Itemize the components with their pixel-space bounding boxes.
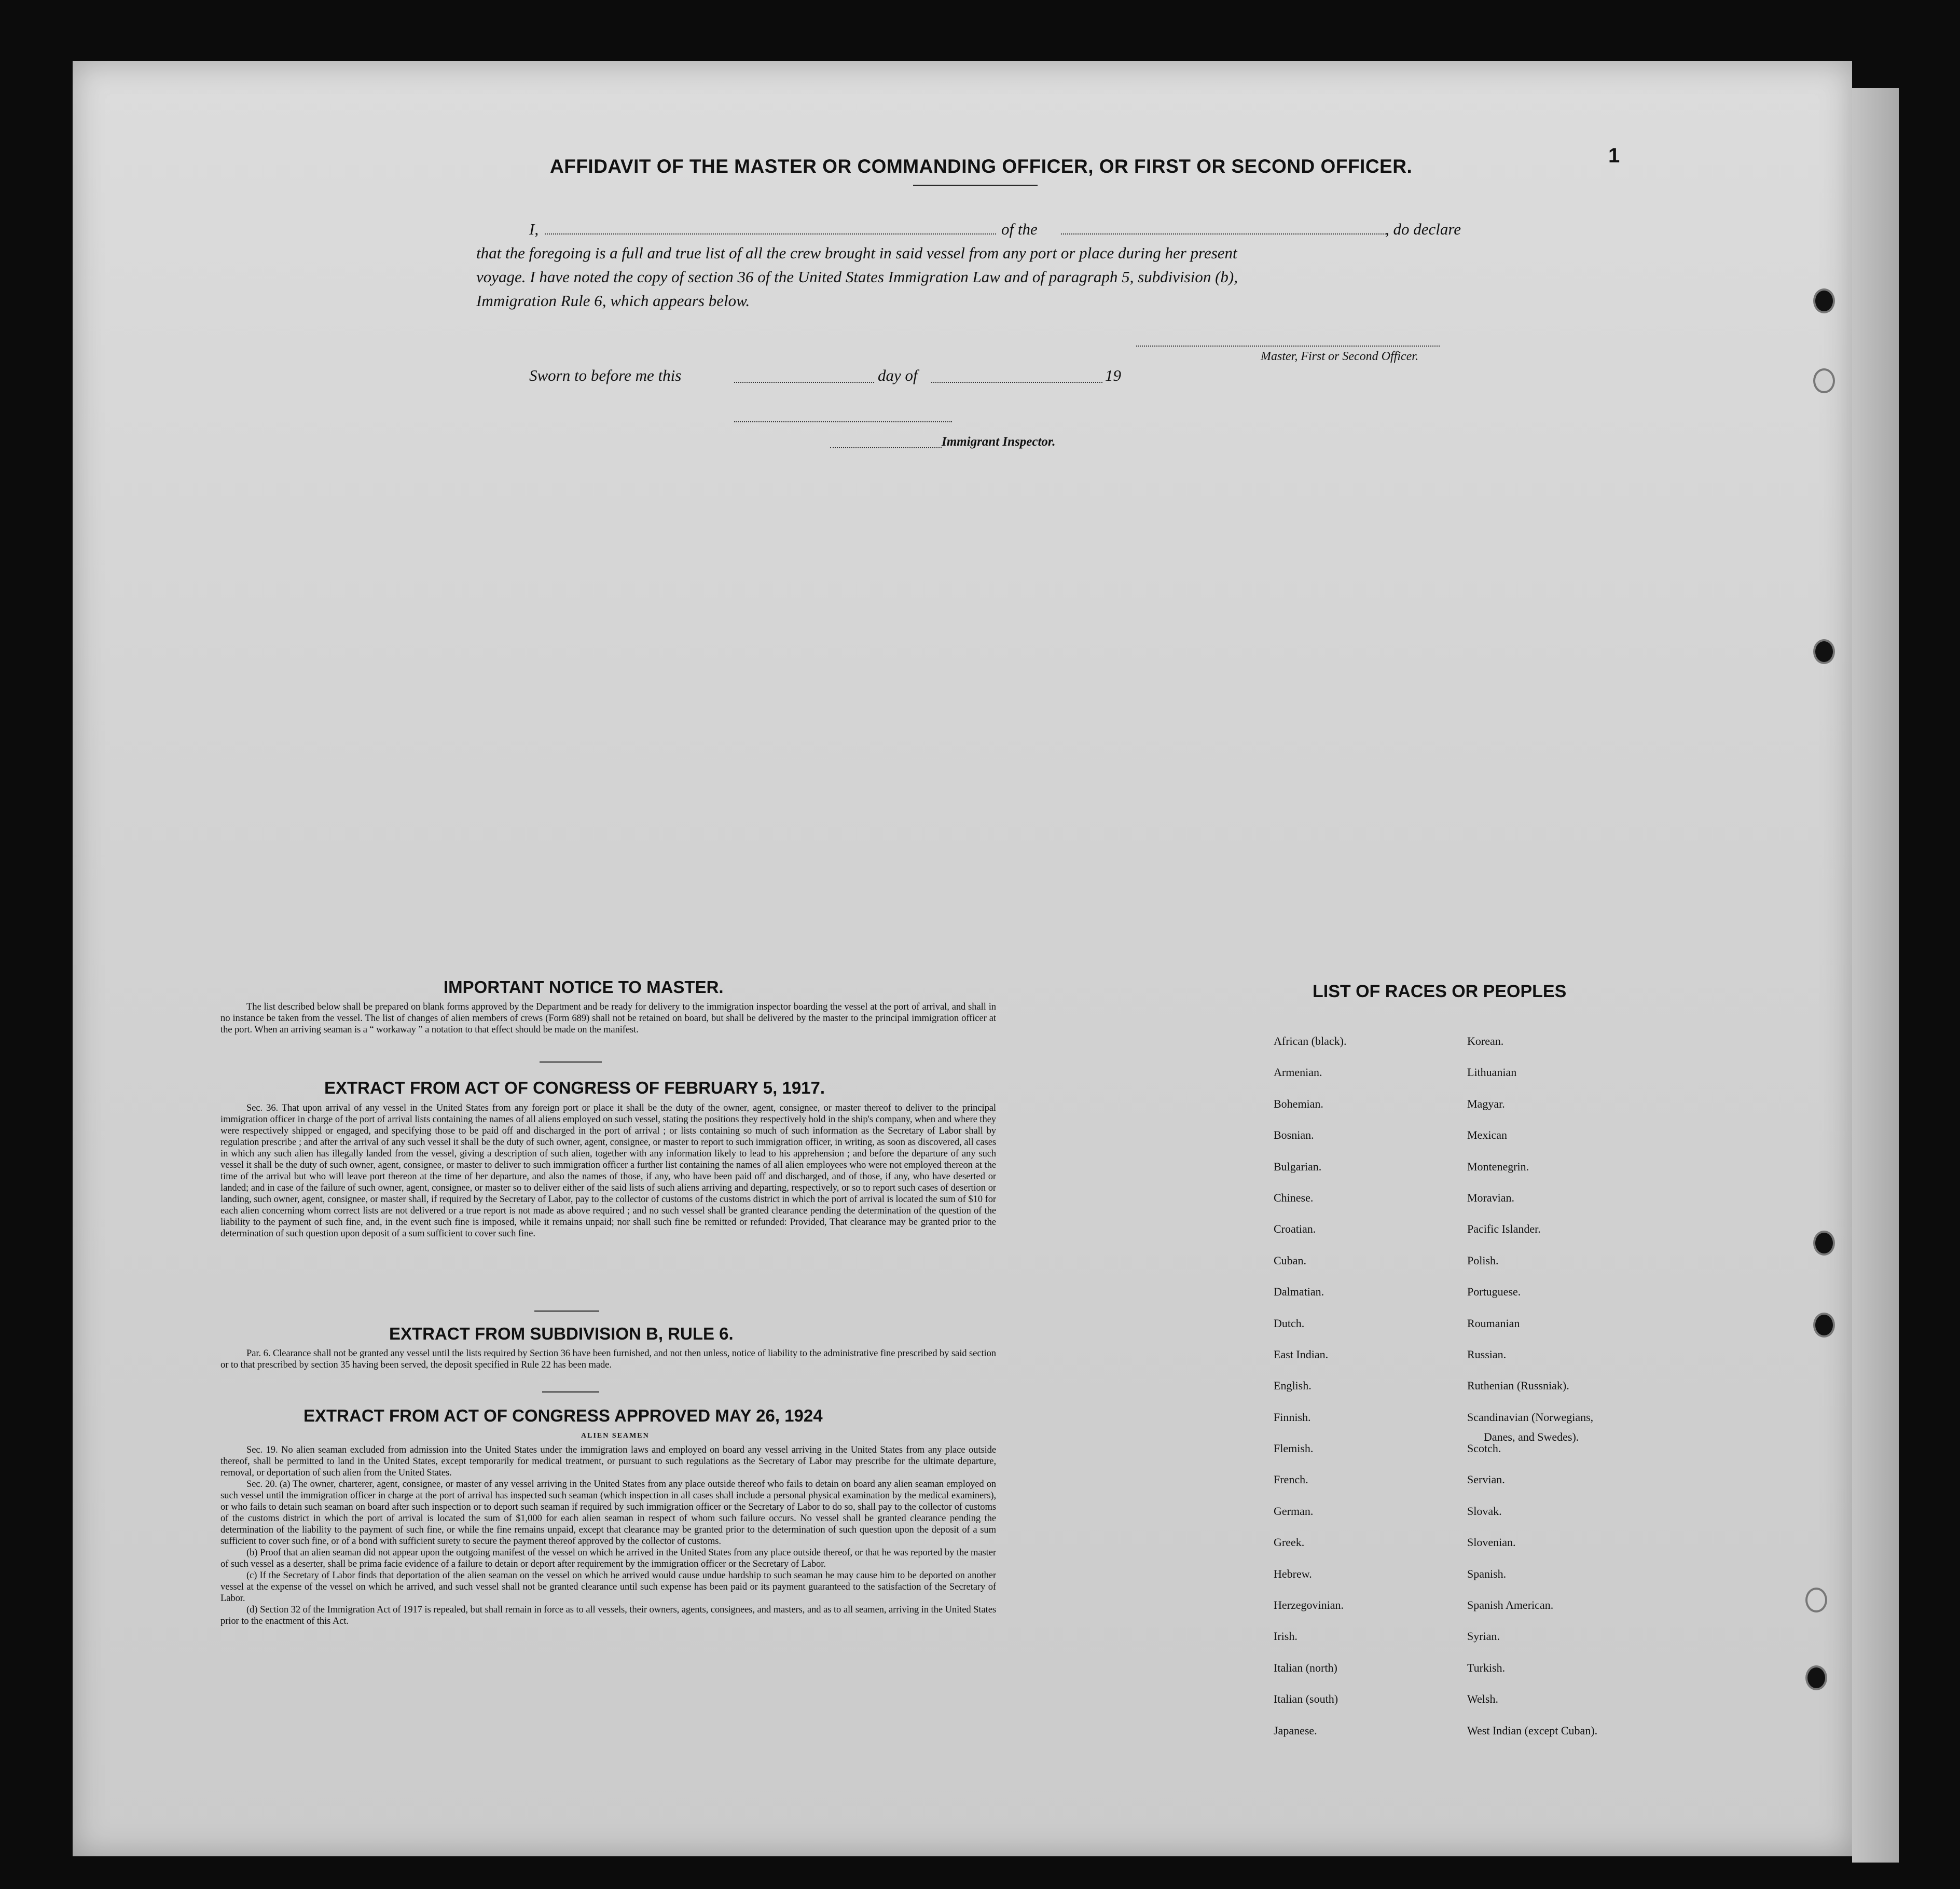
race-item: West Indian (except Cuban). xyxy=(1467,1723,1598,1737)
extract-rule6-paragraph: Par. 6. Clearance shall not be granted any vessel until the lists required by Section 36 have been furnished, and not then unless, notice of liability to the administrative fine prescribed by said section or to that prescribed by section 35 having been served, the deposit specified in Rule 22 has been made. xyxy=(220,1348,996,1370)
extract-1924-paragraph: (c) If the Secretary of Labor finds that deportation of the alien seaman on the vessel on which he arrived would cause undue hardship to such seaman he may cause him to be deported on another vessel at the expense of the vessel on which he arrived, and such vessel shall not be granted clearance until such expense has been paid or its payment guaranteed to the satisfaction of the Secretary of Labor. xyxy=(220,1570,996,1604)
race-item: Portuguese. xyxy=(1467,1285,1521,1299)
year-prefix: 19 xyxy=(1105,366,1121,384)
sworn-day-field[interactable] xyxy=(734,382,874,383)
affidavit-line-4: Immigration Rule 6, which appears below. xyxy=(476,292,750,310)
extract-1924-title: EXTRACT FROM ACT OF CONGRESS APPROVED MAY 26, 1924 xyxy=(303,1406,823,1425)
extract-1924-paragraph: Sec. 20. (a) The owner, charterer, agent, consignee, or master of any vessel arriving in the United States from any place outside thereof who fails to detain on board any alien seaman employed on such vessel until the immigration officer in charge at the port of arrival has inspected such seaman (which inspection in all cases shall include a personal physical examination by the medical examiners), or who fails to detain such seaman on board after such inspection or to deport such seaman if required by such immigration officer or the Secretary of Labor to do so, shall pay to the collector of customs of the customs district in which the port of arrival is located the sum of $1,000 for each alien seaman in respect of whom such failure occurs. No vessel shall be granted clearance pending the determination of the liability to the payment of such fine, or while the fine remains unpaid, except that clearance may be granted prior to the determination of such question upon the deposit of a sum sufficient to cover such fine, or of a bond with sufficient surety to secure the payment thereof approved by the collector of customs. xyxy=(220,1479,996,1547)
extract-1924-text xyxy=(220,1444,996,1627)
sworn-label: Sworn to before me this xyxy=(529,366,682,384)
inspector-label: Immigrant Inspector. xyxy=(942,435,1056,449)
race-item: Slovenian. xyxy=(1467,1536,1516,1549)
races-left-column xyxy=(1274,1035,1346,1755)
race-item: Hebrew. xyxy=(1274,1567,1312,1580)
day-of-label: day of xyxy=(878,366,918,384)
race-item: Scandinavian (Norwegians, xyxy=(1467,1410,1594,1424)
inspector-signature-field[interactable] xyxy=(734,421,952,422)
race-item: Irish. xyxy=(1274,1630,1298,1643)
race-item: Flemish. xyxy=(1274,1442,1314,1455)
title-underline xyxy=(913,185,1038,186)
affidavit-i-label: I, xyxy=(529,220,539,238)
race-item: Dalmatian. xyxy=(1274,1285,1324,1299)
race-item: Greek. xyxy=(1274,1536,1305,1549)
master-signature-label: Master, First or Second Officer. xyxy=(1261,350,1418,363)
notice-title: IMPORTANT NOTICE TO MASTER. xyxy=(444,977,724,997)
race-item: Chinese. xyxy=(1274,1191,1314,1204)
races-right-column xyxy=(1467,1035,1597,1755)
race-item: Moravian. xyxy=(1467,1191,1515,1204)
race-item: French. xyxy=(1274,1473,1308,1486)
race-item: English. xyxy=(1274,1379,1312,1392)
binder-hole xyxy=(1813,1231,1835,1256)
race-item: Mexican xyxy=(1467,1128,1507,1142)
page-edge xyxy=(1852,88,1899,1863)
race-item: Magyar. xyxy=(1467,1097,1505,1110)
race-item: Bosnian. xyxy=(1274,1128,1314,1142)
binder-hole xyxy=(1813,288,1835,313)
race-item: Turkish. xyxy=(1467,1661,1506,1674)
race-item: German. xyxy=(1274,1504,1314,1518)
name-field[interactable] xyxy=(545,233,996,235)
race-item: Montenegrin. xyxy=(1467,1160,1529,1173)
race-item: Syrian. xyxy=(1467,1630,1500,1643)
extract-1924-paragraph: (d) Section 32 of the Immigration Act of 1917 is repealed, but shall remain in force as to all vessels, their owners, agents, consignees, and masters, and as to all seamen, arriving in the United States prior to the enactment of this Act. xyxy=(220,1604,996,1626)
notice-paragraph: The list described below shall be prepared on blank forms approved by the Department and be ready for delivery to the immigration inspector boarding the vessel at the port of arrival, and shall in no instance be taken from the vessel. The list of changes of alien members of crews (Form 689) shall not be retained on board, but shall be delivered by the master to the principal immigration officer at the port. When an arriving seaman is a “ workaway ” a notation to that effect should be made on the manifest. xyxy=(220,1001,996,1035)
race-item: Spanish. xyxy=(1467,1567,1507,1580)
vessel-field[interactable] xyxy=(1061,233,1388,235)
race-item: Lithuanian xyxy=(1467,1066,1517,1079)
race-item: Roumanian xyxy=(1467,1316,1520,1330)
extract-1917-title: EXTRACT FROM ACT OF CONGRESS OF FEBRUARY 5, 1917. xyxy=(324,1078,825,1097)
race-item: Slovak. xyxy=(1467,1504,1502,1518)
race-item: Servian. xyxy=(1467,1473,1505,1486)
sworn-month-field[interactable] xyxy=(931,382,1102,383)
race-item: Cuban. xyxy=(1274,1253,1306,1267)
extract-rule6-title: EXTRACT FROM SUBDIVISION B, RULE 6. xyxy=(389,1324,734,1343)
binder-hole xyxy=(1813,1313,1835,1338)
race-item: Herzegovinian. xyxy=(1274,1598,1344,1612)
affidavit-title: AFFIDAVIT OF THE MASTER OR COMMANDING OFFICER, OR FIRST OR SECOND OFFICER. xyxy=(550,156,1413,177)
extract-1924-paragraph: (b) Proof that an alien seaman did not appear upon the outgoing manifest of the vessel on which he arrived in the United States from any place outside thereof, or that he was reported by the master of such vessel as a deserter, shall be prima facie evidence of a failure to detain or deport after requirement by the immigration officer or the Secretary of Labor. xyxy=(220,1547,996,1569)
race-item: Bulgarian. xyxy=(1274,1160,1322,1173)
section-divider xyxy=(534,1311,599,1312)
extract-1917-paragraph: Sec. 36. That upon arrival of any vessel in the United States from any foreign port or place it shall be the duty of the owner, agent, consignee, or master thereof to deliver to the principal immigration officer in charge of the port of arrival lists containing the names of all aliens employed on such vessel, stating the positions they respectively hold in the ship's company, when and where they were respectively shipped or engaged, and specifying those to be paid off and discharged in the port of arrival ; or lists containing so much of such information as the Secretary of Labor shall by regulation prescribe ; and after the arrival of any such vessel it shall be the duty of such owner, agent, consignee, or master to report to such immigration officer, in writing, as soon as discovered, all cases in which any such alien has illegally landed from the vessel, giving a description of such alien, together with any information likely to lead to his apprehension ; and before the departure of any such vessel it shall be the duty of such owner, agent, consignee, or master to deliver to such immigration officer a further list containing the names of all alien employees who were not employed thereon at the time of the arrival but who will leave port thereon at the time of her departure, and also the names of those, if any, who have been paid off and discharged, and of those, if any, who have deserted or landed; and in case of the failure of such owner, agent, consignee, or master so to deliver either of the said lists of such aliens arriving and departing, respectively, or so to report such cases of desertion or landing, such owner, agent, consignee, or master shall, if required by the Secretary of Labor, pay to the collector of customs of the customs district in which the port of arrival is located the sum of $10 for each alien concerning whom correct lists are not delivered or a true report is not made as above required ; and no such vessel shall be granted clearance pending the determination of the question of the liability to the payment of such fine, and, in the event such fine is imposed, while it remains unpaid; nor shall such fine be remitted or refunded: Provided, That clearance may be granted prior to the determination of such question upon deposit of a sum sufficient to cover such fine. xyxy=(220,1102,996,1239)
page-number: 1 xyxy=(1608,144,1620,167)
race-item: Russian. xyxy=(1467,1347,1507,1361)
race-item: Scotch. xyxy=(1467,1442,1501,1455)
extract-rule6-text xyxy=(220,1348,996,1371)
extract-1917-text xyxy=(220,1102,996,1239)
section-divider xyxy=(540,1061,602,1063)
race-item-continuation: Danes, and Swedes). xyxy=(1484,1430,1579,1443)
binder-hole xyxy=(1813,639,1835,664)
binder-hole xyxy=(1805,1588,1827,1612)
race-item: Finnish. xyxy=(1274,1410,1311,1424)
race-item: Italian (north) xyxy=(1274,1661,1337,1674)
race-item: Armenian. xyxy=(1274,1066,1322,1079)
race-item: African (black). xyxy=(1274,1035,1347,1047)
race-item: Pacific Islander. xyxy=(1467,1222,1541,1236)
alien-seamen-subtitle: ALIEN SEAMEN xyxy=(581,1432,650,1440)
races-title: LIST OF RACES OR PEOPLES xyxy=(1313,982,1567,1001)
section-divider xyxy=(542,1391,599,1392)
race-item: Japanese. xyxy=(1274,1723,1317,1737)
race-item: Ruthenian (Russniak). xyxy=(1467,1379,1569,1392)
race-item: Korean. xyxy=(1467,1035,1504,1047)
race-item: East Indian. xyxy=(1274,1347,1329,1361)
race-item: Dutch. xyxy=(1274,1316,1305,1330)
race-item: Croatian. xyxy=(1274,1222,1316,1236)
affidavit-do-declare: , do declare xyxy=(1385,220,1461,238)
binder-hole xyxy=(1805,1665,1827,1690)
race-item: Bohemian. xyxy=(1274,1097,1323,1110)
master-signature-field[interactable] xyxy=(1136,346,1440,347)
notice-text xyxy=(220,1001,996,1036)
affidavit-line-3: voyage. I have noted the copy of section 36 of the United States Immigration Law and of paragraph 5, subdivision (b), xyxy=(476,268,1238,286)
binder-hole xyxy=(1813,368,1835,393)
race-item: Italian (south) xyxy=(1274,1692,1338,1706)
race-item: Spanish American. xyxy=(1467,1598,1554,1612)
affidavit-of-the-label: of the xyxy=(1001,220,1038,238)
inspector-signature-line xyxy=(830,447,942,448)
extract-1924-paragraph: Sec. 19. No alien seaman excluded from admission into the United States under the immigration laws and employed on board any vessel arriving in the United States from any place outside thereof, shall be permitted to land in the United States, except temporarily for medical treatment, or pursuant to such regulations as the Secretary of Labor may prescribe for the ultimate departure, removal, or deportation of such alien from the United States. xyxy=(220,1444,996,1478)
affidavit-line-2: that the foregoing is a full and true list of all the crew brought in said vessel from any port or place during her present xyxy=(476,244,1237,262)
race-item: Polish. xyxy=(1467,1253,1499,1267)
race-item: Welsh. xyxy=(1467,1692,1498,1706)
